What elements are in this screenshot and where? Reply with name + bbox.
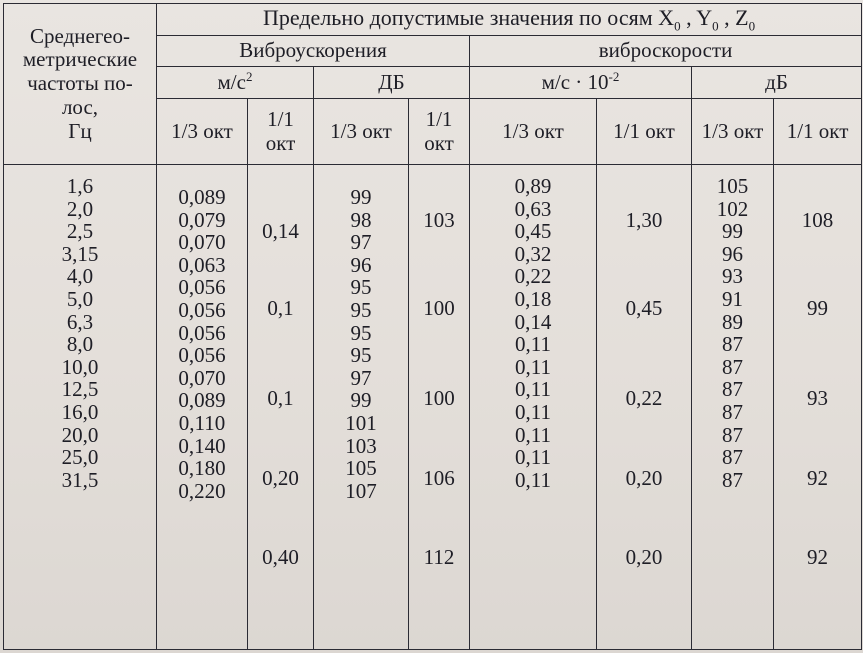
accel-11-value: 0,40: [262, 544, 299, 569]
vel-db-11-value: 99: [807, 296, 829, 321]
vel-11-value: 0,22: [625, 386, 663, 411]
vel-db-11-value: 92: [807, 465, 829, 490]
vel-13-value: 0,11: [515, 467, 551, 492]
frequency-value: 3,15: [61, 241, 99, 266]
vel-13-column: [470, 165, 597, 650]
unit-velocity-db: дБ: [692, 67, 862, 99]
vel-13-value: 0,63: [514, 196, 552, 221]
accel-db-13-value: 99: [350, 185, 372, 209]
vel-db-13-value: 105: [716, 174, 749, 198]
vel-13-value: 0,89: [514, 174, 552, 198]
vel-db-13-value: 87: [722, 377, 743, 402]
accel-db-11-column: [409, 165, 470, 650]
vel-13-value: 0,11: [515, 377, 551, 402]
accel-db-11-value: 100: [423, 296, 455, 321]
vel-13-value: 0,32: [514, 241, 552, 266]
accel-db-11-value: 103: [423, 207, 455, 232]
vel-13-value: 0,22: [514, 264, 552, 289]
accel-db-13-value: 105: [345, 456, 377, 481]
frequency-value: 1,6: [66, 174, 94, 198]
vel-db-11-value: 93: [807, 386, 829, 411]
vel-db-13-value: 87: [722, 354, 743, 379]
vibration-limits-table: [3, 3, 862, 650]
vel-13-value: 0,14: [514, 309, 552, 334]
vel-db-13-value: 89: [722, 309, 743, 334]
accel-db-13-value: 98: [350, 207, 372, 232]
vel-11-column: [597, 165, 692, 650]
accel-13-value: 0,070: [178, 365, 226, 390]
accel-11-value: 0,20: [262, 465, 299, 490]
accel-db-13-value: 107: [345, 478, 377, 503]
accel-db-13-value: 95: [350, 297, 372, 322]
accel-13-value: 0,056: [178, 297, 226, 322]
accel-11-value: 0,1: [267, 296, 294, 321]
vel-db-13-value: 93: [722, 264, 743, 289]
vel-db-13-value: 87: [722, 445, 743, 470]
frequency-value: 6,3: [66, 309, 94, 334]
vel-db-11-value: 108: [801, 207, 834, 232]
vel-13-value: 0,18: [514, 286, 552, 311]
vel-13-value: 0,11: [515, 332, 551, 357]
accel-db-13-value: 97: [350, 365, 372, 390]
vel-db-13-value: 91: [722, 286, 743, 311]
vel-11-value: 0,45: [625, 296, 663, 321]
accel-13-value: 0,056: [178, 275, 226, 300]
vel-11-value: 0,20: [625, 544, 663, 569]
accel-db-13-value: 95: [350, 275, 372, 300]
vel-13-value: 0,11: [515, 399, 551, 424]
accel-db-13-value: 95: [350, 320, 372, 345]
vel-13-value: 0,11: [515, 354, 551, 379]
accel-db-13-value: 101: [345, 410, 377, 435]
accel-11-header: 1/1 окт: [248, 99, 314, 165]
accel-13-value: 0,089: [178, 388, 226, 413]
vel-db-11-column: [774, 165, 862, 650]
frequency-value: 20,0: [61, 422, 99, 447]
accel-11-column: [248, 165, 314, 650]
accel-db-11-value: 106: [423, 465, 455, 490]
vel-11-value: 1,30: [625, 207, 663, 232]
accel-db-13-value: 99: [350, 388, 372, 413]
accel-13-value: 0,220: [178, 478, 226, 503]
accel-db-11-header: 1/1 окт: [409, 99, 470, 165]
accel-db-13-column: [314, 165, 409, 650]
accel-13-column: [157, 165, 248, 650]
accel-db-11-value: 100: [423, 386, 455, 411]
vel-13-value: 0,11: [515, 445, 551, 470]
vel-db-13-value: 87: [722, 399, 743, 424]
frequency-value: 4,0: [66, 264, 94, 289]
frequency-value: 8,0: [66, 332, 94, 357]
acceleration-header: Виброускорения: [157, 36, 470, 67]
accel-db-13-value: 103: [345, 433, 377, 458]
vel-db-11-header: 1/1 окт: [774, 99, 862, 165]
accel-13-value: 0,056: [178, 343, 226, 368]
vel-db-13-value: 96: [722, 241, 743, 266]
vel-db-11-value: 92: [807, 544, 829, 569]
frequency-value: 16,0: [61, 399, 99, 424]
frequency-value: 31,5: [61, 467, 99, 492]
accel-13-value: 0,110: [178, 410, 226, 435]
vel-13-value: 0,45: [514, 219, 552, 244]
frequency-value: 2,0: [66, 196, 94, 221]
table-main-title: Предельно допустимые значения по осям $X_0$ , $Y_0$ , $Z_0$: [157, 4, 862, 36]
accel-13-value: 0,070: [178, 230, 226, 255]
frequency-column: [4, 165, 157, 650]
velocity-header: виброскорости: [470, 36, 862, 67]
accel-13-value: 0,089: [178, 185, 226, 209]
accel-db-13-value: 97: [350, 230, 372, 255]
accel-11-value: 0,1: [267, 386, 294, 411]
unit-velocity: $м/с \cdot 10^{-2}$: [470, 67, 692, 99]
unit-acceleration-db: ДБ: [314, 67, 470, 99]
vel-db-13-column: [692, 165, 774, 650]
vel-db-13-value: 87: [722, 467, 743, 492]
vel-db-13-value: 87: [722, 422, 743, 447]
vel-db-13-value: 102: [716, 196, 749, 221]
accel-13-value: 0,079: [178, 207, 226, 232]
accel-13-value: 0,180: [178, 456, 226, 481]
vel-11-value: 0,20: [625, 465, 663, 490]
accel-13-value: 0,140: [178, 433, 226, 458]
vel-13-value: 0,11: [515, 422, 551, 447]
accel-db-13-value: 96: [350, 252, 372, 277]
frequency-value: 2,5: [66, 219, 94, 244]
vel-13-header: 1/3 окт: [470, 99, 597, 165]
vel-db-13-header: 1/3 окт: [692, 99, 774, 165]
vel-db-13-value: 99: [722, 219, 743, 244]
accel-db-13-header: 1/3 окт: [314, 99, 409, 165]
frequency-value: 10,0: [61, 354, 99, 379]
accel-11-value: 0,14: [262, 219, 299, 244]
accel-db-13-value: 95: [350, 343, 372, 368]
vel-11-header: 1/1 окт: [597, 99, 692, 165]
accel-db-11-value: 112: [423, 544, 455, 569]
frequency-header: Среднегео- метрические частоты по- лос, Гц: [4, 4, 157, 165]
accel-13-value: 0,056: [178, 320, 226, 345]
unit-acceleration: $м/с^2$: [157, 67, 314, 99]
accel-13-value: 0,063: [178, 252, 226, 277]
frequency-value: 25,0: [61, 445, 99, 470]
frequency-value: 5,0: [66, 286, 94, 311]
accel-13-header: 1/3 окт: [157, 99, 248, 165]
vel-db-13-value: 87: [722, 332, 743, 357]
frequency-value: 12,5: [61, 377, 99, 402]
